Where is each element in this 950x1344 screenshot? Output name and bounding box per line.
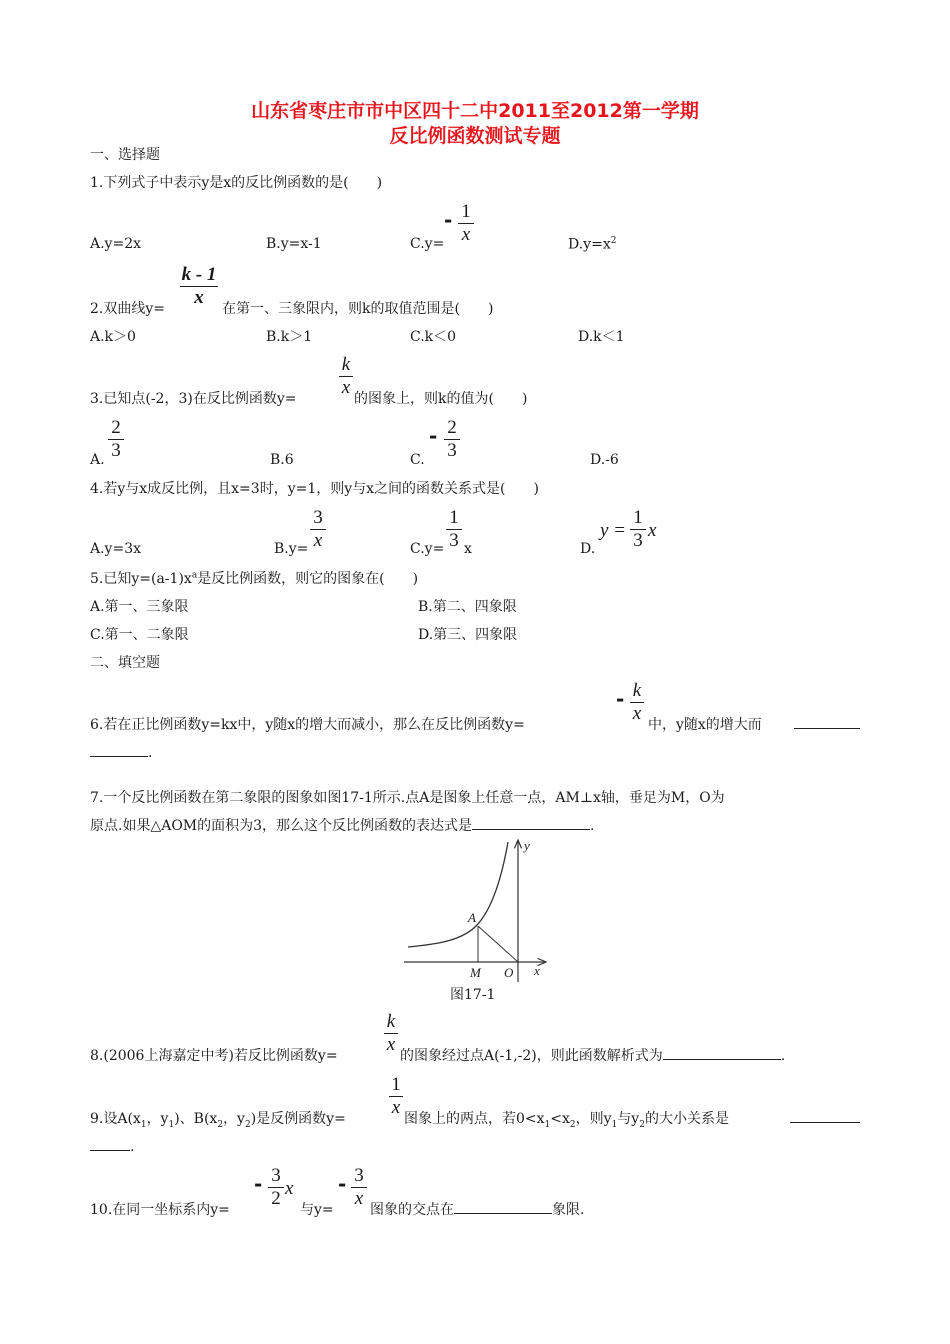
denominator: 2 [268,1187,284,1210]
ao-segment [478,926,518,962]
numerator: 1 [391,1074,401,1095]
q1-c-fraction [458,201,474,246]
q10-mid: 与y= [300,1202,334,1218]
q1-d-sup: 2 [610,236,617,246]
q4-c-suffix: x [464,541,472,557]
q4-d-lhs: y = [600,520,627,541]
q10-x: x [285,1178,294,1199]
q10-prefix: 10.在同一坐标系内y= [90,1202,230,1218]
denominator: x [458,223,474,246]
denominator: x [351,1187,367,1210]
minus-sign: - [429,424,438,448]
label-y: y [524,838,530,853]
q6-end: . [148,745,153,761]
figure-caption: 图17-1 [450,987,496,1003]
q3-suffix: 的图象上，则k的值为( ) [354,391,528,407]
hyperbola-curve [408,842,508,947]
denominator: x [310,529,326,552]
section-heading-choice: 一、选择题 [90,147,160,163]
title-line-1: 山东省枣庄市市中区四十二中2011至2012第一学期 [251,100,699,122]
numerator: k [632,680,642,701]
q8-prefix: 8.(2006上海嘉定中考)若反比例函数y= [90,1048,338,1064]
label-x: x [534,963,540,978]
q9-sub2: 1 [168,1119,175,1130]
q9-prefix [90,1108,346,1130]
q9-answer-blank-1[interactable] [790,1108,860,1127]
numerator: 3 [354,1165,364,1186]
numerator: 3 [271,1165,281,1186]
q1-option-a: A.y=2x [90,236,142,252]
figure-17-1 [400,836,560,986]
q9-t7: <x [550,1111,570,1127]
q4-d-fraction [630,507,646,552]
numerator: 1 [449,507,459,528]
q6-answer-blank-2[interactable] [90,742,152,761]
q9-t6: 图象上的两点，若0<x [404,1111,545,1127]
minus-sign: - [616,687,625,711]
q9-sub8: 2 [639,1119,645,1130]
denominator: 3 [444,439,460,462]
numerator: 1 [461,201,471,222]
numerator: 1 [633,507,643,528]
denominator: 3 [630,529,646,552]
q4-c-fraction [446,507,462,552]
q2-suffix: 在第一、三象限内，则k的取值范围是( ) [222,301,494,317]
q8-answer-blank[interactable] [663,1045,781,1060]
numerator: k [386,1011,396,1032]
question-5-stem [90,568,418,588]
q9-sub1: 1 [140,1119,147,1130]
q8-suffix-text: 的图象经过点A(-1,-2)，则此函数解析式为 [400,1048,663,1064]
q10-fraction-1 [268,1165,284,1210]
question-1-stem: 1.下列式子中表示y是x的反比例函数的是( ) [90,175,383,191]
q2-option-a: A.k＞0 [90,329,136,345]
q5-option-d: D.第三、四象限 [418,627,518,643]
denominator: x [384,1033,398,1056]
q6-suffix: 中，y随x的增大而 [648,717,762,733]
question-4-stem: 4.若y与x成反比例，且x=3时，y=1，则y与x之间的函数关系式是( ) [90,481,539,497]
numerator: k - 1 [181,264,217,285]
q2-fraction [180,264,218,309]
q2-option-d: D.k＜1 [578,329,625,345]
q5-option-c: C.第一、二象限 [90,627,189,643]
q7-end: . [590,818,595,834]
q9-t5: )是反例函数y= [250,1111,346,1127]
q9-sub6: 2 [569,1119,576,1130]
numerator: 2 [447,417,457,438]
q6-prefix: 6.若在正比例函数y=kx中，y随x的增大而减小，那么在反比例函数y= [90,717,525,733]
q4-option-d-label: D. [580,541,596,557]
q3-option-b: B.6 [270,452,294,468]
minus-sign: - [254,1172,263,1196]
q7-answer-blank[interactable] [472,815,590,830]
denominator: 3 [108,439,124,462]
q5-option-b: B.第二、四象限 [418,599,517,615]
q10-suffix [370,1199,584,1219]
q6-fraction [630,680,644,725]
q10-answer-blank[interactable] [454,1199,552,1214]
q4-b-fraction [310,507,326,552]
q7-line-2 [90,815,595,835]
q8-fraction [384,1011,398,1056]
minus-sign: - [338,1172,347,1196]
title-line-2: 反比例函数测试专题 [389,125,561,147]
q9-sub3: 2 [217,1119,224,1130]
q4-option-b-prefix: B.y= [274,541,309,557]
q10-fraction-2 [351,1165,367,1210]
q7-line-1: 7.一个反比例函数在第二象限的图象如图17-1所示.点A是图象上任意一点，AM⊥x轴，垂足为M，O为 [90,790,725,806]
q3-option-d: D.-6 [590,452,619,468]
q5-text-end: 是反比例函数，则它的图象在( ) [197,571,419,587]
section-heading-fill: 二、填空题 [90,655,160,671]
q5-sup: a [191,570,198,581]
q5-option-a: A.第一、三象限 [90,599,189,615]
denominator: x [180,286,218,309]
q1-option-b: B.y=x-1 [266,236,322,252]
q4-option-a: A.y=3x [90,541,142,557]
minus-sign: - [444,208,453,232]
denominator: 3 [446,529,462,552]
q1-d-text: D.y=x [568,236,611,253]
q9-t3: )、B(x [174,1111,218,1127]
q10-suffix-text: 图象的交点在 [370,1202,454,1218]
q1-option-d [568,236,616,253]
q4-option-c-prefix: C.y= [410,541,445,557]
q8-end: . [780,1048,786,1064]
numerator: k [341,354,351,375]
q9-t4: ，y [223,1111,245,1127]
q9-t9: 与y [617,1111,640,1127]
q3-c-fraction [444,417,460,462]
q2-option-b: B.k＞1 [266,329,313,345]
label-o: O [504,965,514,980]
q3-prefix: 3.已知点(-2，3)在反比例函数y= [90,391,297,407]
label-m: M [470,965,481,980]
q9-t10: 的大小关系是 [644,1111,729,1127]
q7-line-2-text: 原点.如果△AOM的面积为3，那么这个反比例函数的表达式是 [90,818,473,834]
q4-d-rhs: x [648,520,657,541]
q9-sub4: 2 [244,1119,251,1130]
q9-answer-blank-2[interactable] [90,1136,134,1155]
q9-sub7: 1 [611,1119,618,1130]
q3-fraction [339,354,353,399]
denominator: x [339,376,353,399]
denominator: x [630,702,644,725]
numerator: 2 [111,417,121,438]
q1-option-c-prefix: C.y= [410,236,445,252]
q8-suffix [400,1045,785,1065]
q2-prefix: 2.双曲线y= [90,301,165,317]
q6-answer-blank-1[interactable] [794,714,860,733]
denominator: x [389,1096,403,1119]
q9-suffix [404,1108,729,1130]
q3-option-a-label: A. [90,452,105,468]
q9-t2: ，y [146,1111,169,1127]
label-a: A [468,910,476,925]
q5-text: 5.已知y=(a-1)x [90,571,192,587]
q9-t8: ，则y [575,1111,612,1127]
q9-t1: 9.设A(x [90,1111,141,1127]
q9-end: . [130,1139,135,1155]
numerator: 3 [313,507,323,528]
q3-a-fraction [108,417,124,462]
q2-option-c: C.k＜0 [410,329,457,345]
q9-sub5: 1 [544,1119,551,1130]
q3-option-c-label: C. [410,452,425,468]
q10-end: 象限. [552,1202,585,1218]
q9-fraction [389,1074,403,1119]
